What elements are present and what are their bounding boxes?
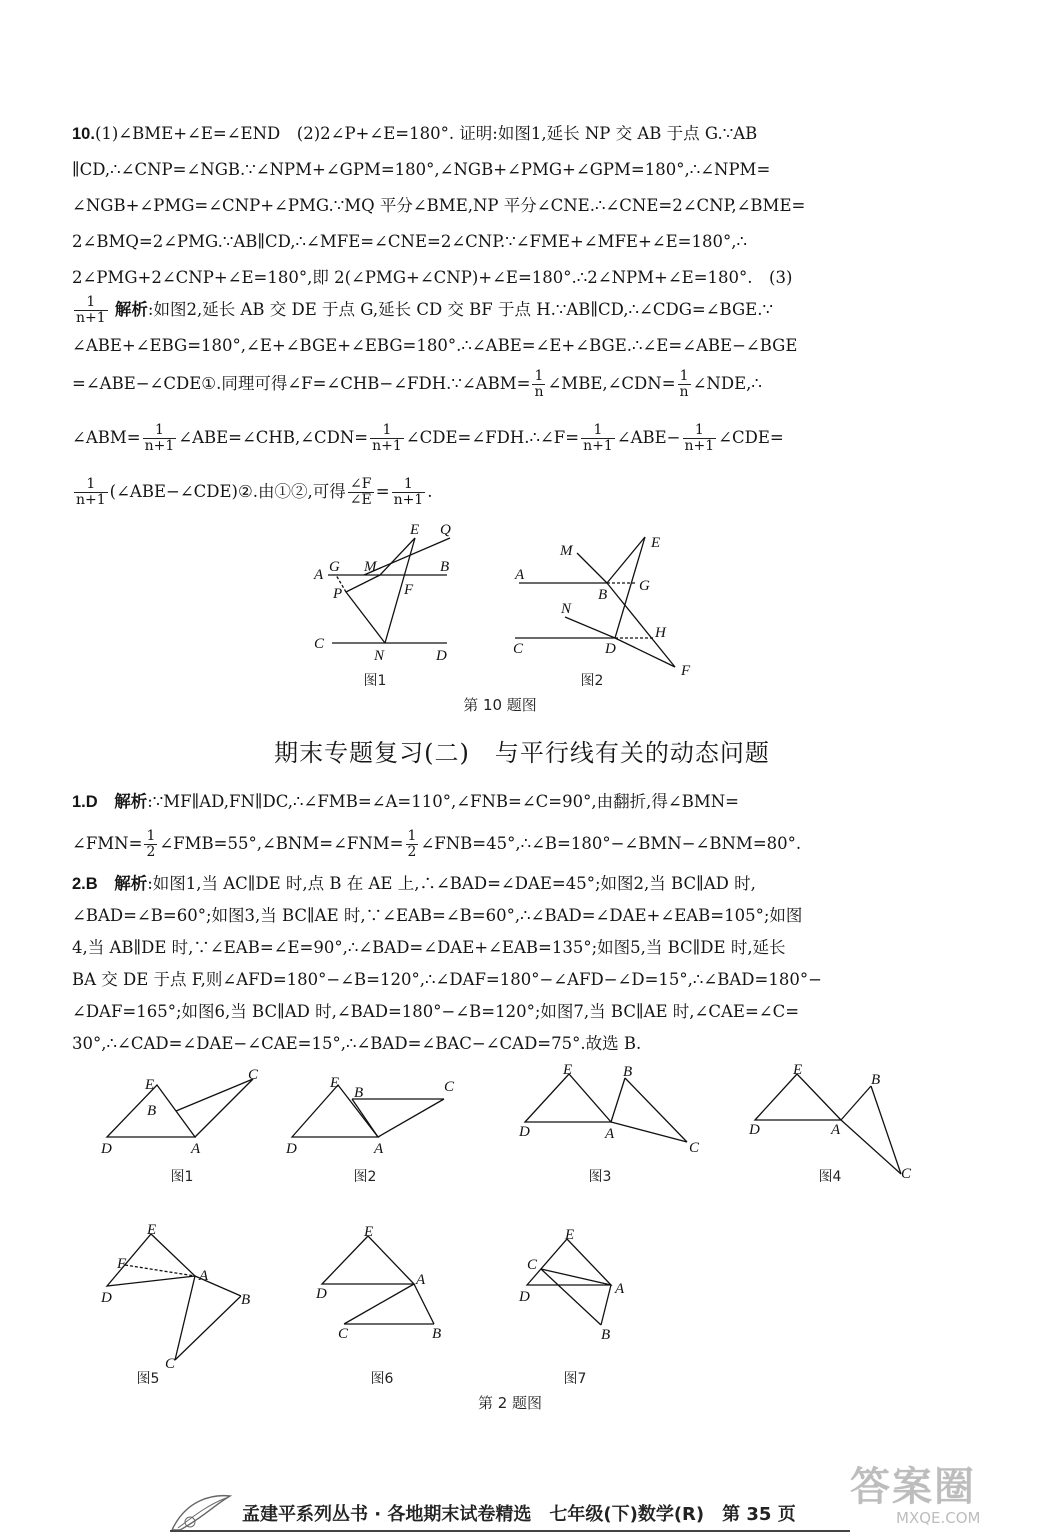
footer-rule (170, 1530, 850, 1532)
watermark (850, 1464, 1020, 1530)
point-label: F (681, 663, 691, 679)
point-label: E (651, 535, 661, 551)
q2-line-4: BA 交 DE 于点 F,则∠AFD=180°−∠B=120°,∴∠DAF=180°−∠AFD−∠D=15°,∴∠BAD=180°− (72, 970, 822, 989)
q10-line-6: $\frac{1}{n+1}$ 解析:如图2,延长 AB 交 DE 于点 G,延长 CD 交 BF 于点 H.∵AB∥CD,∴∠CDG=∠BGE.∵ (76, 294, 773, 326)
point-label: F (117, 1256, 127, 1272)
point-label: C (527, 1257, 538, 1273)
q10-line-5: 2∠PMG+2∠CNP+∠E=180°,即 2(∠PMG+∠CNP)+∠E=180°.∴2∠NPM+∠E=180°. (3) (72, 268, 793, 287)
point-label: D (749, 1122, 760, 1138)
fraction: $\frac{1}{n}$ (534, 368, 544, 400)
q10-line-4: 2∠BMQ=2∠PMG.∵AB∥CD,∴∠MFE=∠CNE=2∠CNP.∵∠FME+∠MFE+∠E=180°,∴ (72, 232, 747, 251)
point-label: D (605, 641, 616, 657)
figure-10-2-diagram (505, 525, 705, 685)
q10-line-8: =∠ABE−∠CDE①.同理可得∠F=∠CHB−∠FDH.∵∠ABM= $\frac{1}{n}$ ∠MBE,∠CDN= $\frac{1}{n}$ ∠NDE,∴ (72, 368, 762, 400)
point-label: G (329, 559, 340, 575)
q10-line-1: 10.(1)∠BME+∠E=∠END (2)2∠P+∠E=180°. 证明:如图1,延长 NP 交 AB 于点 G.∵AB (72, 124, 758, 143)
figure-2-6-diagram (310, 1222, 470, 1352)
q10-line-7: ∠ABE+∠EBG=180°,∠E+∠BGE+∠EBG=180°.∴∠ABE=∠E+∠BGE.∴∠E=∠ABE−∠BGE (72, 336, 798, 355)
point-label: N (561, 601, 572, 617)
fraction: $\frac{1}{n+1}$ (76, 294, 106, 326)
figure-2-6-caption: 图6 (370, 1371, 394, 1387)
figure-2-4-caption: 图4 (818, 1169, 842, 1185)
fraction: $\frac{1}{n}$ (679, 368, 689, 400)
figure-10-1 (300, 520, 470, 670)
q10-line-10: $\frac{1}{n+1}$ (∠ABE−∠CDE)②.由①②,可得 $\frac{\angle F}{\angle E}$ = $\frac{1}{n+1}$ . (76, 476, 433, 508)
point-label: C (444, 1079, 455, 1095)
point-label: B (598, 587, 608, 603)
point-label: A (374, 1141, 384, 1157)
point-label: Q (440, 522, 451, 538)
watermark-url: MXQE.COM (896, 1509, 981, 1527)
point-label: B (147, 1103, 157, 1119)
point-label: M (364, 559, 377, 575)
point-label: D (316, 1286, 327, 1302)
point-label: C (513, 641, 524, 657)
leaf-logo-icon (168, 1490, 234, 1534)
point-label: D (101, 1290, 112, 1306)
figure-2-7 (515, 1225, 665, 1355)
point-label: B (871, 1072, 881, 1088)
q2-line-3: 4,当 AB∥DE 时,∵∠EAB=∠E=90°,∴∠BAD=∠DAE+∠EAB=135°;如图5,当 BC∥DE 时,延长 (72, 938, 786, 957)
point-label: C (338, 1326, 349, 1342)
fraction: $\frac{1}{2}$ (146, 828, 156, 860)
q2-line-5: ∠DAF=165°;如图6,当 BC∥AD 时,∠BAD=180°−∠B=120°;如图7,当 BC∥AE 时,∠CAE=∠C= (72, 1002, 800, 1021)
point-label: A (515, 567, 525, 583)
figure-10-1-caption: 图1 (363, 673, 387, 689)
figure-2-5-caption: 图5 (136, 1371, 160, 1387)
q10-line-2: ∥CD,∴∠CNP=∠NGB.∵∠NPM+∠GPM=180°,∠NGB+∠PMG+∠GPM=180°,∴∠NPM= (72, 160, 771, 179)
point-label: C (165, 1356, 176, 1372)
figure-10-title: 第 10 题图 (463, 696, 537, 714)
point-label: D (436, 648, 447, 664)
point-label: A (191, 1141, 201, 1157)
figure-2-6 (310, 1222, 470, 1352)
fraction: $\frac{\angle F}{\angle E}$ (349, 476, 372, 508)
point-label: A (615, 1281, 625, 1297)
point-label: D (101, 1141, 112, 1157)
figure-2-4-diagram (745, 1060, 925, 1180)
point-label: E (147, 1222, 157, 1238)
point-label: C (314, 636, 325, 652)
point-label: E (410, 522, 420, 538)
point-label: C (248, 1067, 259, 1083)
point-label: E (364, 1224, 374, 1240)
point-label: C (901, 1166, 912, 1182)
point-label: G (639, 578, 650, 594)
point-label: E (330, 1075, 340, 1091)
figure-2-title: 第 2 题图 (477, 1394, 543, 1412)
point-label: D (286, 1141, 297, 1157)
figure-2-1-caption: 图1 (170, 1169, 194, 1185)
q2-line-6: 30°,∴∠CAD=∠DAE−∠CAE=15°,∴∠BAD=∠BAC−∠CAD=75°.故选 B. (72, 1034, 642, 1053)
q1-line-1: 1.D 解析:∵MF∥AD,FN∥DC,∴∠FMB=∠A=110°,∠FNB=∠C=90°,由翻折,得∠BMN= (72, 792, 739, 811)
point-label: E (565, 1227, 575, 1243)
figure-2-5 (95, 1222, 265, 1372)
footer-text: 孟建平系列丛书 · 各地期末试卷精选 七年级(下)数学(R) 第 35 页 (242, 1504, 796, 1525)
q1-line-2: ∠FMN= $\frac{1}{2}$ ∠FMB=55°,∠BNM=∠FNM= $\frac{1}{2}$ ∠FNB=45°,∴∠B=180°−∠BMN−∠BNM=80°. (72, 828, 802, 860)
point-label: A (416, 1272, 426, 1288)
figure-2-3-diagram (515, 1060, 715, 1160)
figure-10-1-diagram (300, 520, 470, 670)
point-label: D (519, 1289, 530, 1305)
figure-2-1-diagram (95, 1065, 275, 1165)
point-label: A (199, 1268, 209, 1284)
point-label: N (374, 648, 385, 664)
q10-line-3: ∠NGB+∠PMG=∠CNP+∠PMG.∵MQ 平分∠BME,NP 平分∠CNE.∴∠CNE=2∠CNP,∠BME= (72, 196, 806, 215)
point-label: P (333, 586, 343, 602)
q2-line-2: ∠BAD=∠B=60°;如图3,当 BC∥AE 时,∵∠EAB=∠B=60°,∴∠BAD=∠DAE+∠EAB=105°;如图 (72, 906, 803, 925)
fraction: $\frac{1}{n+1}$ (393, 476, 424, 508)
figure-2-2-caption: 图2 (353, 1169, 377, 1185)
figure-2-1 (95, 1065, 275, 1165)
figure-2-7-diagram (515, 1225, 665, 1355)
point-label: B (354, 1085, 364, 1101)
fraction: $\frac{1}{2}$ (407, 828, 417, 860)
section-title: 期末专题复习(二) 与平行线有关的动态问题 (274, 739, 770, 767)
point-label: E (793, 1062, 803, 1078)
figure-2-3-caption: 图3 (588, 1169, 612, 1185)
figure-10-2-caption: 图2 (580, 673, 604, 689)
point-label: A (831, 1122, 841, 1138)
q10-line-9: ∠ABM= $\frac{1}{n+1}$ ∠ABE=∠CHB,∠CDN= $\frac{1}{n+1}$ ∠CDE=∠FDH.∴∠F= $\frac{1}{n+1}$ ∠ABE− $\frac{1}{n+1}$ ∠CDE= (72, 422, 784, 454)
point-label: B (440, 559, 450, 575)
point-label: A (605, 1126, 615, 1142)
figure-2-5-diagram (95, 1222, 265, 1372)
point-label: D (519, 1124, 530, 1140)
point-label: E (563, 1062, 573, 1078)
fraction: $\frac{1}{n+1}$ (76, 476, 106, 508)
figure-2-4 (745, 1060, 925, 1180)
point-label: M (560, 543, 573, 559)
q2-line-1: 2.B 解析:如图1,当 AC∥DE 时,点 B 在 AE 上,∴∠BAD=∠DAE=45°;如图2,当 BC∥AD 时, (72, 874, 756, 893)
point-label: E (145, 1077, 155, 1093)
fraction: $\frac{1}{n+1}$ (684, 422, 715, 454)
point-label: B (601, 1327, 611, 1343)
point-label: B (623, 1064, 633, 1080)
point-label: F (404, 582, 414, 598)
watermark-logo: 答案圈 (850, 1464, 976, 1510)
figure-2-2 (280, 1065, 460, 1165)
point-label: B (432, 1326, 442, 1342)
point-label: B (241, 1292, 251, 1308)
fraction: $\frac{1}{n+1}$ (583, 422, 613, 454)
fraction: $\frac{1}{n+1}$ (372, 422, 402, 454)
fraction: $\frac{1}{n+1}$ (144, 422, 175, 454)
figure-2-2-diagram (280, 1065, 460, 1165)
point-label: C (689, 1140, 700, 1156)
figure-10-2 (505, 525, 705, 685)
point-label: A (314, 567, 324, 583)
figure-2-3 (515, 1060, 715, 1160)
figure-2-7-caption: 图7 (563, 1371, 587, 1387)
point-label: H (655, 625, 666, 641)
